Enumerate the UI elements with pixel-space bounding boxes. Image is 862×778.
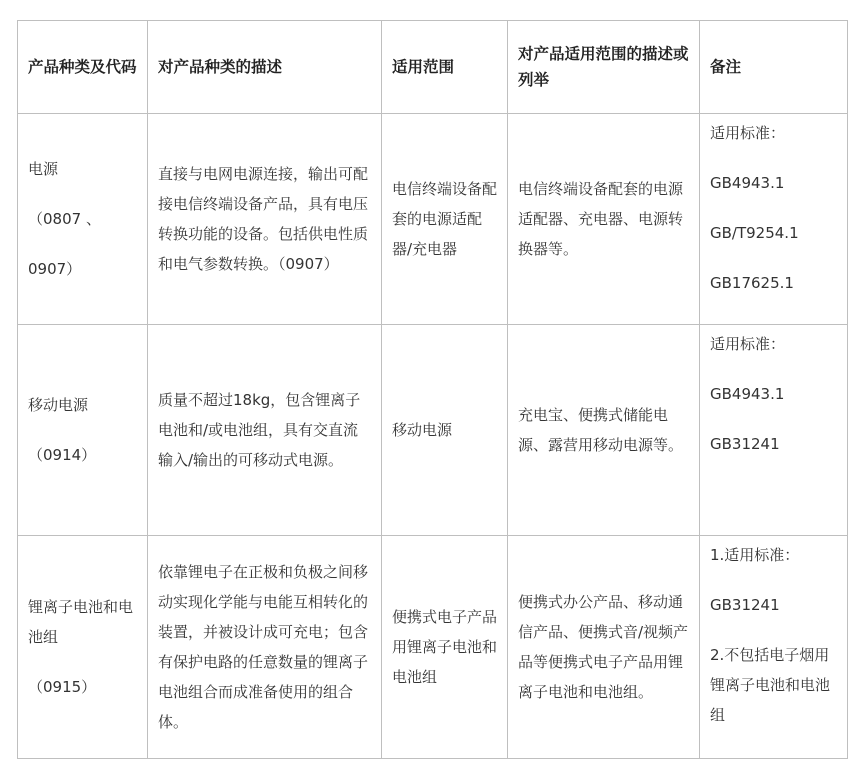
category-description: 依靠锂电子在正极和负极之间移动实现化学能与电能互相转化的装置，并被设计成可充电；包含有保护电路的任意数量的锂离子电池组合而成准备使用的组合体。	[148, 536, 382, 759]
scope-description: 充电宝、便携式储能电源、露营用移动电源等。	[508, 325, 700, 536]
scope-description: 便携式办公产品、移动通信产品、便携式音/视频产品等便携式电子产品用锂离子电池和电池组。	[508, 536, 700, 759]
table-header-row	[18, 21, 848, 114]
scope-description: 电信终端设备配套的电源适配器、充电器、电源转换器等。	[508, 114, 700, 325]
category-code: （0915）	[28, 678, 97, 696]
category-name: 电源	[28, 160, 59, 178]
remarks-line: 2.不包括电子烟用锂离子电池和电池组	[710, 646, 831, 724]
remarks-line: GB17625.1	[710, 274, 794, 292]
header-category: 产品种类及代码	[18, 21, 148, 114]
scope-cell: 移动电源	[382, 325, 508, 536]
header-scope: 适用范围	[382, 21, 508, 114]
category-code-cont: 0907）	[28, 260, 82, 278]
category-description: 直接与电网电源连接，输出可配接电信终端设备产品，具有电压转换功能的设备。包括供电性质和电气参数转换。（0907）	[148, 114, 382, 325]
category-description: 质量不超过18kg，包含锂离子电池和/或电池组，具有交直流输入/输出的可移动式电源。	[148, 325, 382, 536]
header-scope-desc: 对产品适用范围的描述或列举	[508, 21, 700, 114]
scope-cell: 便携式电子产品用锂离子电池和电池组	[382, 536, 508, 759]
table-row	[18, 114, 848, 325]
table-row	[18, 536, 848, 759]
category-name: 锂离子电池和电池组	[28, 598, 134, 646]
remarks-line: 适用标准：	[710, 335, 786, 353]
category-name: 移动电源	[28, 396, 89, 414]
scope-cell: 电信终端设备配套的电源适配器/充电器	[382, 114, 508, 325]
remarks-cell	[700, 114, 848, 325]
product-catalog-table	[17, 20, 848, 759]
category-cell	[18, 114, 148, 325]
category-code: （0914）	[28, 446, 97, 464]
remarks-line: GB4943.1	[710, 174, 785, 192]
header-category-desc: 对产品种类的描述	[148, 21, 382, 114]
header-remarks: 备注	[700, 21, 848, 114]
category-code: （0807 、	[28, 210, 101, 228]
remarks-line: GB/T9254.1	[710, 224, 799, 242]
remarks-cell	[700, 536, 848, 759]
remarks-line: GB31241	[710, 435, 780, 453]
remarks-line: 适用标准：	[710, 124, 786, 142]
remarks-cell	[700, 325, 848, 536]
category-cell	[18, 536, 148, 759]
table-row	[18, 325, 848, 536]
remarks-line: 1.适用标准：	[710, 546, 800, 564]
remarks-line: GB31241	[710, 596, 780, 614]
category-cell	[18, 325, 148, 536]
remarks-line: GB4943.1	[710, 385, 785, 403]
